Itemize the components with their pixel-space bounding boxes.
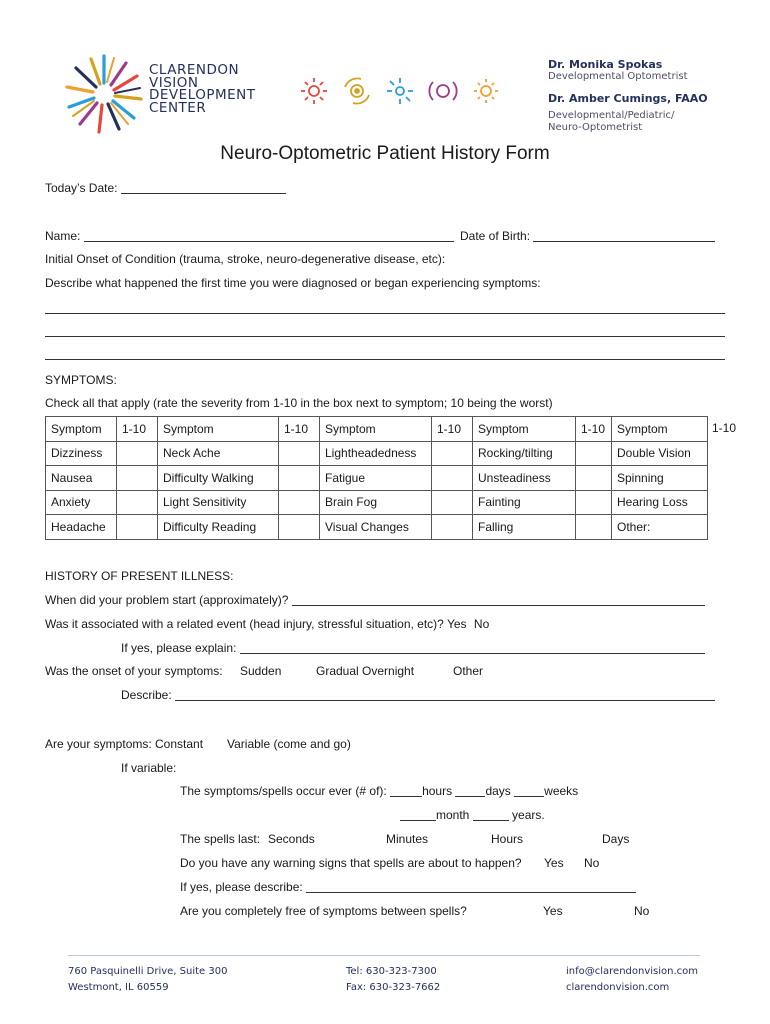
spells-occur-row [180, 784, 578, 798]
address-line-1: 760 Pasquinelli Drive, Suite 300 [68, 966, 228, 977]
sunburst-red-icon [301, 78, 327, 104]
rating-box[interactable] [279, 515, 320, 540]
warning-describe-field[interactable] [180, 880, 636, 894]
symptom-cell: Unsteadiness [473, 466, 576, 491]
sunburst-orange-icon [474, 79, 498, 103]
header-symptom: Symptom [473, 417, 576, 442]
symptom-cell: Fatigue [320, 466, 432, 491]
weeks-label: weeks [544, 784, 579, 798]
email-link[interactable]: info@clarendonvision.com [566, 966, 699, 977]
header-rating: 1-10 [432, 417, 473, 442]
onset-answer-line-2[interactable] [45, 336, 725, 337]
onset-answer-line-1[interactable] [45, 313, 725, 314]
doctor2-title-line1: Developmental/Pediatric/ [548, 110, 675, 121]
symptom-cell: Lightheadedness [320, 441, 432, 466]
hours-label: hours [422, 784, 453, 798]
header-symptom: Symptom [612, 417, 708, 442]
symptoms-table [45, 416, 708, 540]
sunburst-gold-icon [345, 78, 369, 103]
logo-line-4: CENTER [149, 99, 207, 116]
dob-line[interactable] [533, 241, 715, 242]
explain-line[interactable] [240, 653, 705, 654]
rating-box[interactable] [432, 441, 473, 466]
related-event-yes[interactable]: Yes [446, 617, 467, 631]
problem-start-field[interactable] [45, 593, 705, 607]
header-rating: 1-10 [117, 417, 158, 442]
rating-box[interactable] [576, 466, 612, 491]
header-rating: 1-10 [279, 417, 320, 442]
decorative-icons [298, 75, 508, 107]
onset-prompt: Describe what happened the first time you were diagnosed or began experiencing symptoms: [45, 276, 541, 290]
variable-option[interactable]: Variable (come and go) [227, 737, 351, 751]
symptom-cell: Neck Ache [158, 441, 279, 466]
clarendon-logo-icon [62, 52, 146, 136]
phone-fax: Fax: 630-323-7662 [346, 982, 441, 993]
hours-blank[interactable] [390, 796, 422, 797]
onset-question: Was the onset of your symptoms: [45, 664, 223, 678]
logo-wordmark [149, 64, 256, 114]
rating-box[interactable] [279, 441, 320, 466]
if-variable-label: If variable: [121, 761, 177, 775]
free-yes[interactable]: Yes [543, 904, 563, 918]
spells-last-minutes[interactable]: Minutes [386, 832, 429, 846]
sunburst-blue-icon [387, 78, 413, 104]
constant-option[interactable]: Constant [155, 737, 204, 751]
doctor2-name: Dr. Amber Cumings, FAAO [548, 92, 708, 105]
logo-line-1: CLARENDON [149, 62, 240, 78]
table-row [46, 490, 708, 515]
todays-date-label: Today’s Date: [45, 181, 118, 195]
spells-occur-label: The symptoms/spells occur ever (# of): [180, 784, 387, 798]
years-blank[interactable] [473, 820, 509, 821]
name-line[interactable] [84, 241, 454, 242]
header-symptom: Symptom [320, 417, 432, 442]
explain-label: If yes, please explain: [121, 641, 237, 655]
problem-start-label: When did your problem start (approximately)? [45, 593, 289, 607]
table-row [46, 515, 708, 540]
symptom-cell: Headache [46, 515, 117, 540]
table-row [46, 466, 708, 491]
month-years-row [400, 808, 545, 822]
explain-field[interactable] [121, 641, 705, 655]
todays-date-line[interactable] [121, 193, 286, 194]
onset-sudden[interactable]: Sudden [240, 664, 282, 678]
rating-box[interactable] [576, 515, 612, 540]
warning-question: Do you have any warning signs that spells are about to happen? [180, 856, 522, 870]
onset-heading: Initial Onset of Condition (trauma, stroke, neuro-degenerative disease, etc): [45, 252, 446, 266]
problem-start-line[interactable] [292, 605, 705, 606]
symptom-cell: Anxiety [46, 490, 117, 515]
rating-box[interactable] [117, 515, 158, 540]
header-symptom: Symptom [158, 417, 279, 442]
warning-no[interactable]: No [584, 856, 600, 870]
footer-phone [346, 964, 440, 996]
warning-describe-label: If yes, please describe: [180, 880, 303, 894]
symptom-cell: Brain Fog [320, 490, 432, 515]
footer-address [68, 964, 227, 996]
free-no[interactable]: No [634, 904, 650, 918]
symptom-cell: Visual Changes [320, 515, 432, 540]
onset-other[interactable]: Other [453, 664, 484, 678]
doctor1-name: Dr. Monika Spokas [548, 58, 663, 71]
page-title: Neuro-Optometric Patient History Form [220, 143, 550, 164]
last-rating-header: 1-10 [712, 421, 737, 435]
related-event-no[interactable]: No [473, 617, 490, 631]
spells-last-hours[interactable]: Hours [491, 832, 524, 846]
month-blank[interactable] [400, 820, 436, 821]
phone-tel: Tel: 630-323-7300 [346, 966, 437, 977]
logo-line-3: DEVELOPMENT [149, 87, 256, 103]
name-field[interactable] [45, 229, 454, 243]
warning-describe-line[interactable] [306, 892, 636, 893]
constant-question: Are your symptoms: [45, 737, 152, 751]
spells-last-days[interactable]: Days [602, 832, 630, 846]
dob-field[interactable] [460, 229, 715, 243]
symptom-cell: Hearing Loss [612, 490, 708, 515]
todays-date-field[interactable] [45, 181, 286, 195]
warning-yes[interactable]: Yes [544, 856, 564, 870]
name-label: Name: [45, 229, 81, 243]
years-label: years. [512, 808, 545, 822]
rating-box[interactable] [576, 441, 612, 466]
rating-box[interactable] [117, 466, 158, 491]
doctor1-title: Developmental Optometrist [548, 71, 688, 82]
describe-line[interactable] [175, 700, 715, 701]
rating-box[interactable] [117, 441, 158, 466]
symptoms-instructions: Check all that apply (rate the severity from 1-10 in the box next to symptom; 10 being the worst) [45, 396, 553, 410]
history-heading: HISTORY OF PRESENT ILLNESS: [45, 569, 234, 583]
related-event-question [45, 617, 489, 631]
symptom-cell: Dizziness [46, 441, 117, 466]
header-symptom: Symptom [46, 417, 117, 442]
rating-box[interactable] [117, 490, 158, 515]
symptom-cell: Fainting [473, 490, 576, 515]
symptom-cell: Difficulty Walking [158, 466, 279, 491]
doctor-info [548, 58, 708, 134]
rating-box[interactable] [432, 515, 473, 540]
free-between-question: Are you completely free of symptoms between spells? [180, 904, 467, 918]
describe-field[interactable] [121, 688, 715, 702]
describe-label: Describe: [121, 688, 172, 702]
rating-box[interactable] [432, 490, 473, 515]
symptom-cell: Nausea [46, 466, 117, 491]
rating-box[interactable] [279, 466, 320, 491]
symptom-cell: Light Sensitivity [158, 490, 279, 515]
symptoms-heading: SYMPTOMS: [45, 373, 117, 387]
spells-last-label: The spells last: [180, 832, 261, 846]
symptom-cell: Other: [612, 515, 708, 540]
logo-line-2: VISION [149, 74, 199, 91]
rating-box[interactable] [432, 466, 473, 491]
symptom-cell: Double Vision [612, 441, 708, 466]
days-label: days [485, 784, 511, 798]
sunburst-purple-icon [429, 82, 456, 100]
website-link[interactable]: clarendonvision.com [566, 982, 670, 993]
spells-last-seconds[interactable]: Seconds [268, 832, 315, 846]
table-header-row [46, 417, 708, 442]
days-blank[interactable] [455, 796, 485, 797]
footer-divider [68, 955, 700, 956]
symptom-cell: Spinning [612, 466, 708, 491]
table-row [46, 441, 708, 466]
address-line-2: Westmont, IL 60559 [68, 982, 169, 993]
rating-box[interactable] [576, 490, 612, 515]
symptom-cell: Difficulty Reading [158, 515, 279, 540]
month-label: month [436, 808, 470, 822]
weeks-blank[interactable] [514, 796, 544, 797]
symptom-cell: Rocking/tilting [473, 441, 576, 466]
header-rating: 1-10 [576, 417, 612, 442]
related-event-label: Was it associated with a related event (head injury, stressful situation, etc)? [45, 617, 444, 631]
onset-answer-line-3[interactable] [45, 359, 725, 360]
rating-box[interactable] [279, 490, 320, 515]
dob-label: Date of Birth: [460, 229, 531, 243]
symptom-cell: Falling [473, 515, 576, 540]
onset-gradual[interactable]: Gradual Overnight [316, 664, 415, 678]
doctor2-title-line2: Neuro-Optometrist [548, 122, 643, 133]
footer-contact [566, 964, 698, 996]
